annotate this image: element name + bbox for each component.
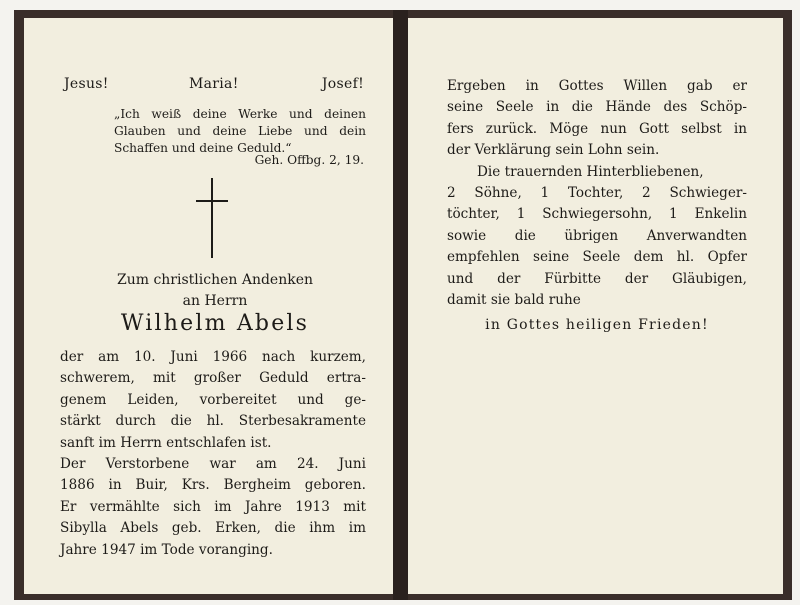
text-line: töchter, 1 Schwiegersohn, 1 Enkelin	[447, 206, 747, 223]
text-line: empfehlen seine Seele dem hl. Opfer	[447, 249, 747, 266]
header-maria: Maria!	[189, 76, 239, 92]
header-jesus: Jesus!	[64, 76, 109, 92]
text-line: damit sie bald ruhe	[447, 292, 581, 309]
memorial-heading: Zum christlichen Andenken	[116, 272, 314, 288]
header-josef: Josef!	[321, 76, 364, 92]
text-line: Sibylla Abels geb. Erken, die ihm im	[60, 520, 366, 537]
text-line: stärkt durch die hl. Sterbesakramente	[60, 413, 366, 430]
text-line: Jahre 1947 im Tode voranging.	[60, 541, 273, 558]
text-line: Er vermählte sich im Jahre 1913 mit	[60, 498, 366, 515]
deceased-name: Wilhelm Abels	[120, 311, 310, 336]
right-body-text	[447, 76, 747, 311]
quote-line: „Ich weiß deine Werke und deinen	[114, 107, 366, 121]
memorial-subheading: an Herrn	[182, 293, 248, 309]
text-line: und der Fürbitte der Gläubigen,	[447, 270, 747, 287]
text-line: der am 10. Juni 1966 nach kurzem,	[60, 349, 366, 365]
quote-citation: Geh. Offbg. 2, 19.	[254, 153, 364, 167]
header-invocation	[64, 76, 364, 96]
cross-icon	[196, 178, 228, 258]
text-line: der Verklärung sein Lohn sein.	[447, 142, 660, 159]
bible-quote	[114, 106, 366, 157]
text-line: Der Verstorbene war am 24. Juni	[60, 456, 366, 473]
text-line: seine Seele in die Hände des Schöp-	[447, 99, 747, 116]
closing-line: in Gottes heiligen Frieden!	[485, 317, 709, 333]
text-line: schwerem, mit großer Geduld ertra-	[60, 370, 366, 387]
quote-line: Schaffen und deine Geduld.“	[114, 141, 292, 155]
text-line: Ergeben in Gottes Willen gab er	[447, 78, 747, 94]
text-line: sowie die übrigen Anverwandten	[447, 227, 747, 244]
text-line: sanft im Herrn entschlafen ist.	[60, 434, 272, 451]
card-fold	[393, 10, 408, 600]
text-line: Die trauernden Hinterbliebenen,	[477, 163, 704, 180]
text-line: 2 Söhne, 1 Tochter, 2 Schwieger-	[447, 185, 747, 202]
quote-line: Glauben und deine Liebe und dein	[114, 124, 366, 138]
text-line: fers zurück. Möge nun Gott selbst in	[447, 120, 747, 137]
left-body-text	[60, 347, 366, 561]
text-line: 1886 in Buir, Krs. Bergheim geboren.	[60, 477, 366, 494]
text-line: genem Leiden, vorbereitet und ge-	[60, 391, 366, 408]
